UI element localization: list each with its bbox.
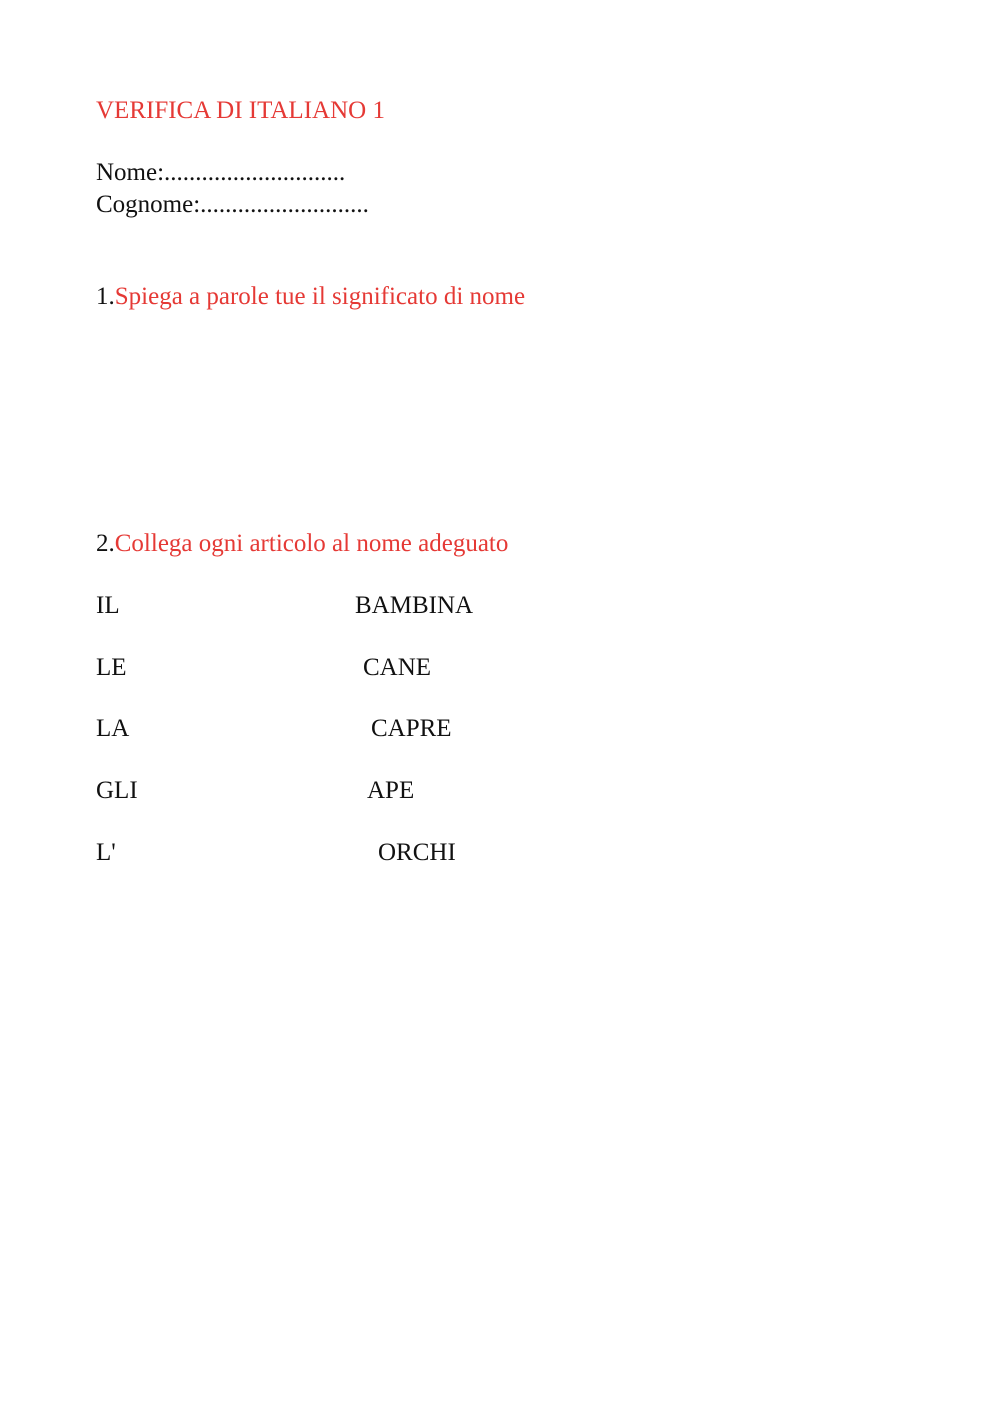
noun-item: ORCHI	[378, 839, 456, 866]
article-item: L'	[96, 839, 116, 866]
question-2-number: 2.	[96, 530, 115, 557]
article-item: LE	[96, 654, 127, 681]
noun-item: CAPRE	[371, 715, 452, 742]
question-2-text: Collega ogni articolo al nome adeguato	[114, 530, 509, 557]
article-item: LA	[96, 715, 130, 742]
article-item: IL	[96, 592, 120, 619]
noun-item: BAMBINA	[355, 592, 474, 619]
question-1	[96, 282, 525, 312]
noun-item: CANE	[363, 654, 432, 681]
question-1-text: Spiega a parole tue il significato di nome	[114, 283, 526, 310]
page-title: VERIFICA DI ITALIANO 1	[96, 97, 385, 124]
name-field: Nome:.............................	[96, 159, 346, 186]
question-1-number: 1.	[96, 283, 115, 310]
noun-item: APE	[367, 777, 415, 804]
article-item: GLI	[96, 777, 138, 804]
question-2	[96, 529, 508, 559]
surname-field: Cognome:...........................	[96, 191, 369, 218]
